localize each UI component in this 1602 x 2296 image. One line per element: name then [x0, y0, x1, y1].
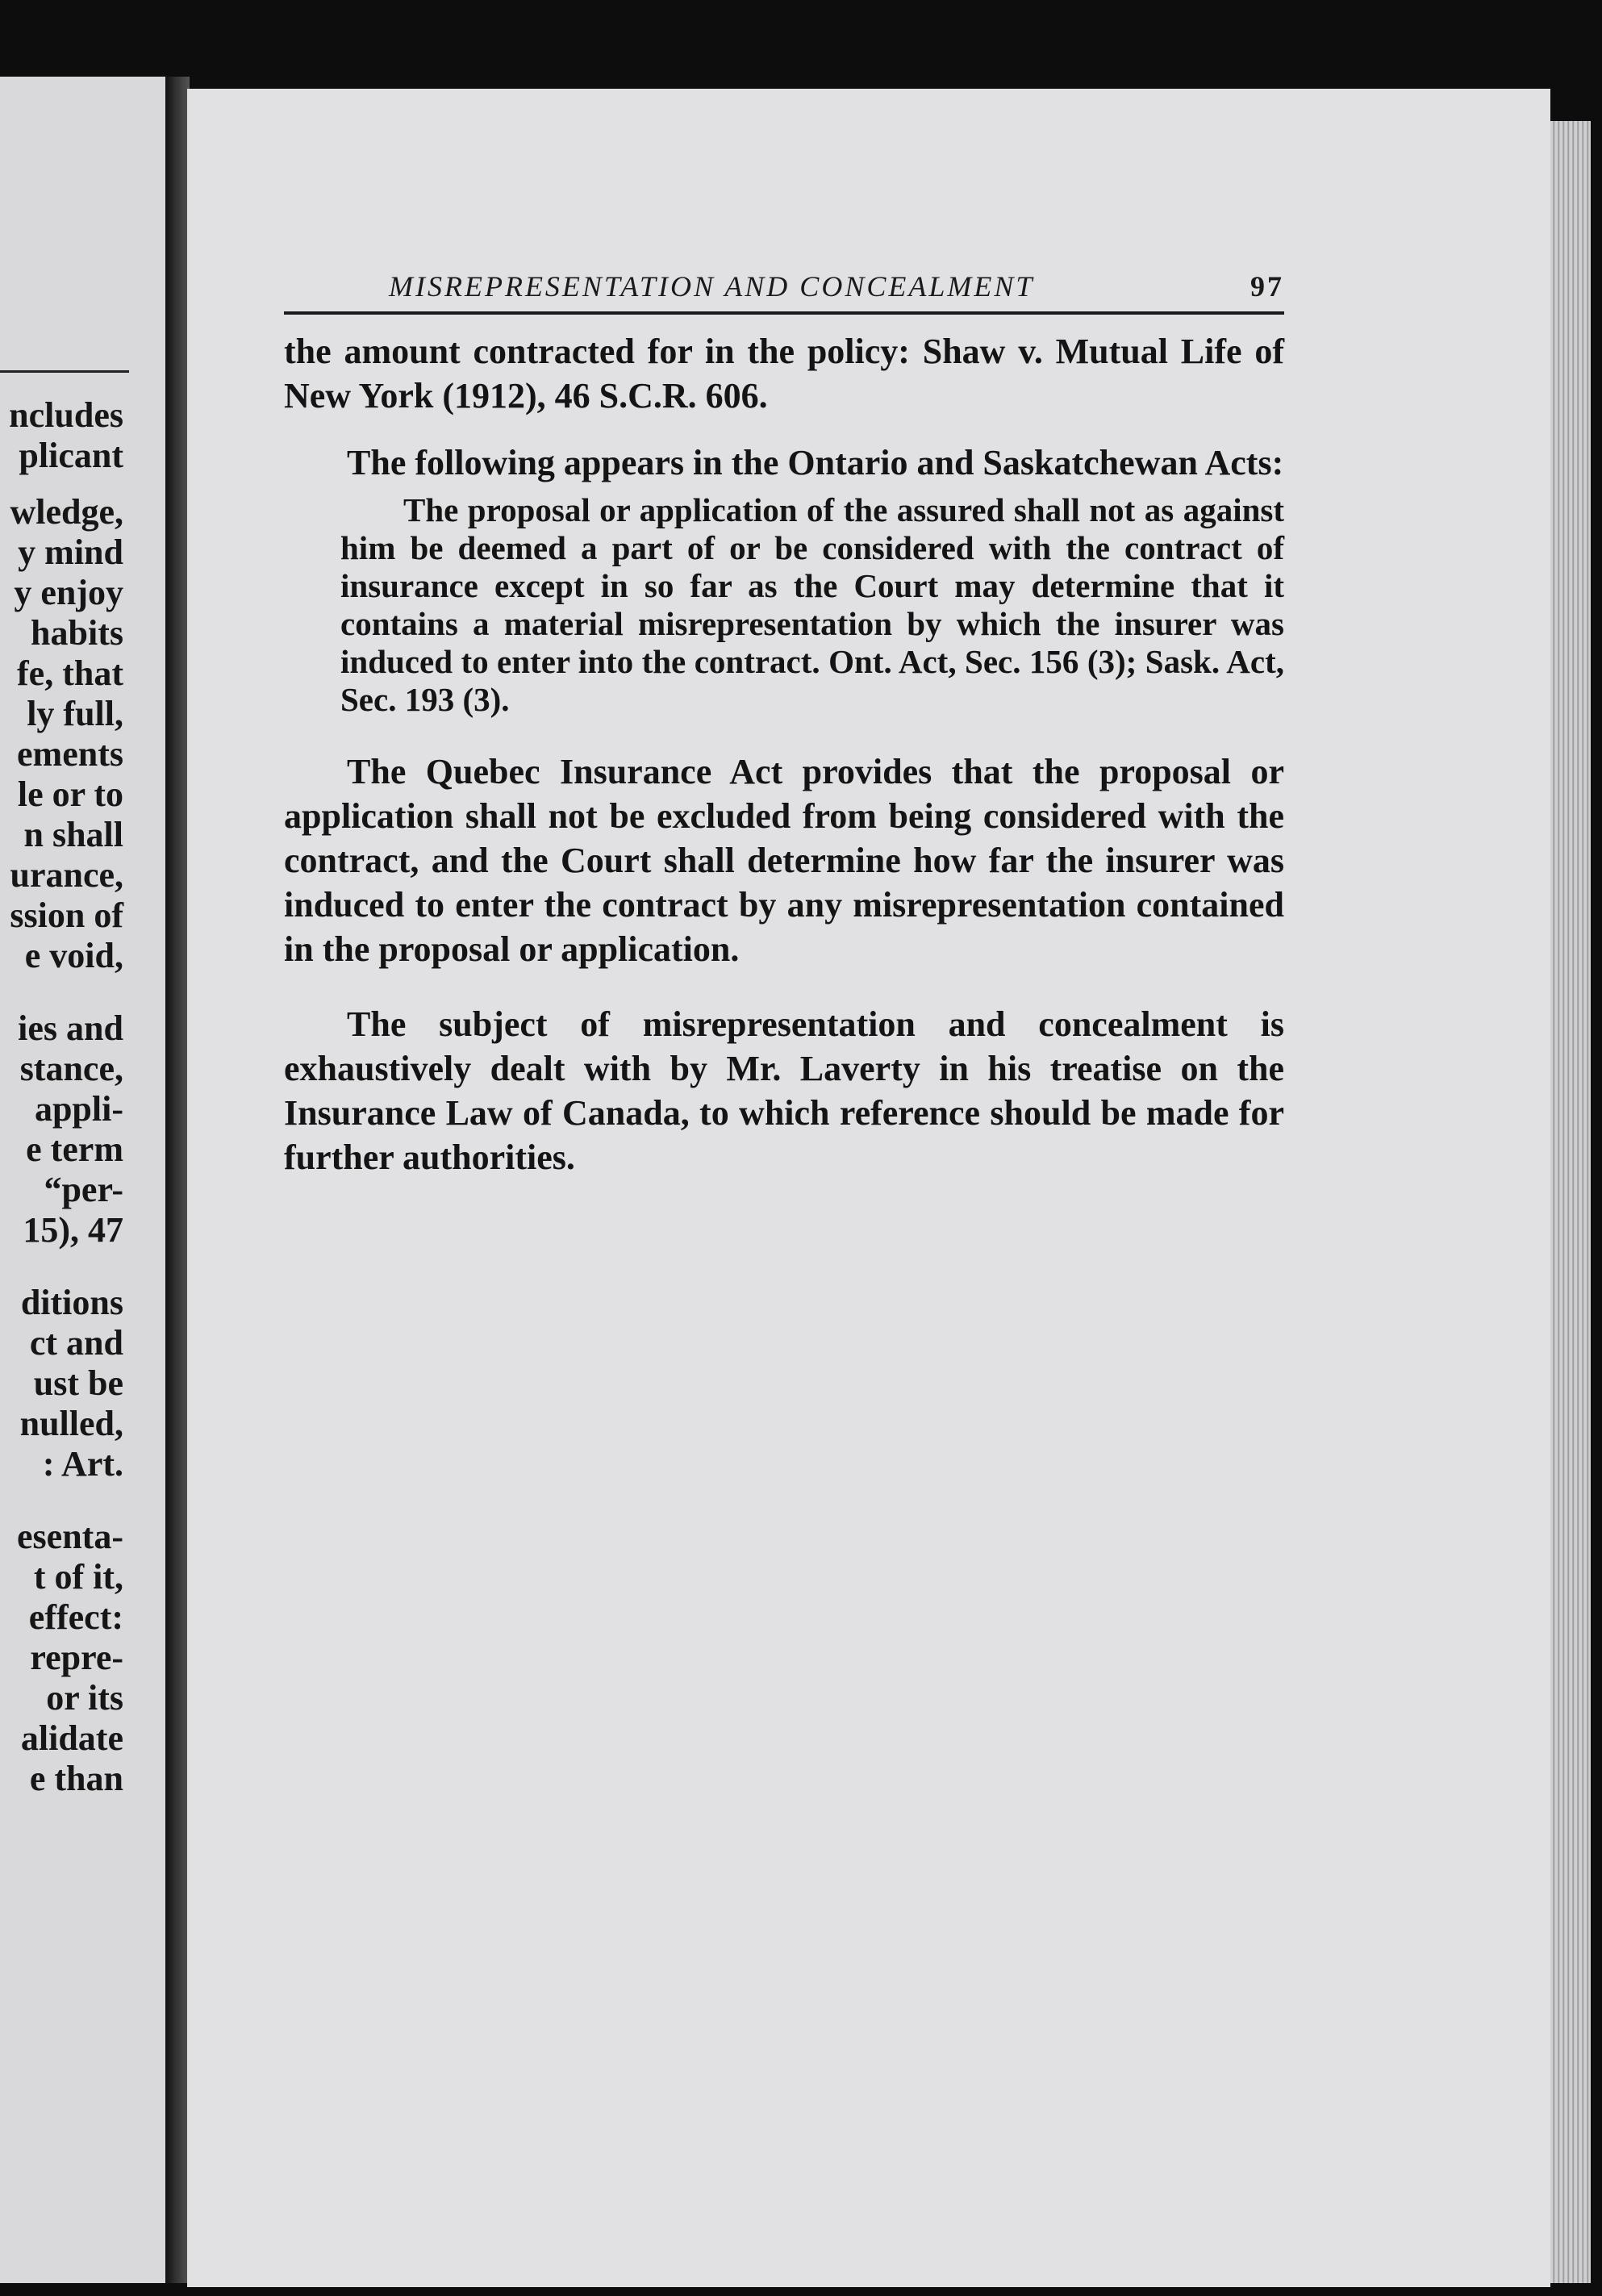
left-page-line: nulled,	[19, 1404, 123, 1443]
header-rule	[284, 311, 1284, 315]
left-page-line: ssion of	[10, 895, 123, 935]
paragraph-quebec: The Quebec Insurance Act provides that the proposal or application shall not be excluded from being considered with the contract, and the Court shall determine how far the insurer was induced to enter the contract by any misrepresentation contained in the proposal or application.	[284, 752, 1284, 969]
left-page-line: e than	[29, 1759, 123, 1798]
left-page-line: alidate	[20, 1718, 123, 1758]
left-page-line: t of it,	[33, 1557, 123, 1597]
page-content	[284, 266, 1284, 1179]
left-page-line: “per-	[44, 1170, 123, 1209]
paragraph-continuation: the amount contracted for in the policy: Shaw v. Mutual Life of New York (1912), 46 S.C.R. 606.	[284, 332, 1284, 415]
left-page-line: : Art.	[42, 1444, 123, 1484]
left-page-line: wledge,	[10, 492, 123, 532]
left-page-line: ements	[17, 734, 123, 774]
right-page	[187, 89, 1550, 2287]
left-page-line: y enjoy	[14, 573, 123, 612]
left-page-line: ncludes	[9, 395, 123, 435]
left-page-line: 15), 47	[23, 1210, 123, 1250]
left-page-line: n shall	[23, 815, 123, 854]
left-page-line: esenta-	[17, 1517, 123, 1556]
page-edge	[1550, 121, 1591, 2283]
left-page-line: plicant	[19, 436, 123, 475]
left-page-line: ly full,	[27, 694, 123, 733]
left-page-line: or its	[46, 1678, 123, 1718]
book-gutter	[165, 77, 190, 2283]
paragraph-intro: The following appears in the Ontario and Saskatchewan Acts:	[347, 443, 1284, 482]
left-page	[0, 77, 165, 2283]
left-page-line: e void,	[24, 936, 123, 975]
paragraph-subject: The subject of misrepresentation and concealment is exhaustively dealt with by Mr. Laverty in his treatise on the Insurance Law of Canada, to which reference should be made for further authorities.	[284, 1004, 1284, 1177]
left-page-line: y mind	[18, 532, 123, 572]
left-page-line: ies and	[18, 1008, 123, 1048]
left-page-line: habits	[31, 613, 123, 653]
left-page-line: e term	[26, 1129, 123, 1169]
left-page-line: appli-	[34, 1089, 123, 1129]
left-page-rule	[0, 370, 129, 373]
running-head	[284, 266, 1284, 308]
left-page-line: ct and	[29, 1323, 123, 1363]
left-page-line: effect:	[28, 1597, 123, 1637]
page-number: 97	[1250, 270, 1284, 303]
left-page-line: stance,	[19, 1049, 123, 1088]
left-page-line: le or to	[17, 774, 123, 814]
left-page-line: urance,	[10, 855, 123, 895]
running-title: MISREPRESENTATION AND CONCEALMENT	[389, 270, 1035, 303]
block-quote: The proposal or application of the assured shall not as against him be deemed a part of or be considered with the contract of insurance except in so far as the Court may determine that it contains a material misrepresentation by which the insurer was induced to enter into the contract. Ont. Act, Sec. 156 (3); Sask. Act, Sec. 193 (3).	[340, 491, 1284, 718]
left-page-line: ditions	[20, 1283, 123, 1322]
left-page-line: ust be	[33, 1363, 123, 1403]
left-page-line: fe, that	[17, 653, 123, 693]
left-page-line: repre-	[30, 1638, 123, 1677]
